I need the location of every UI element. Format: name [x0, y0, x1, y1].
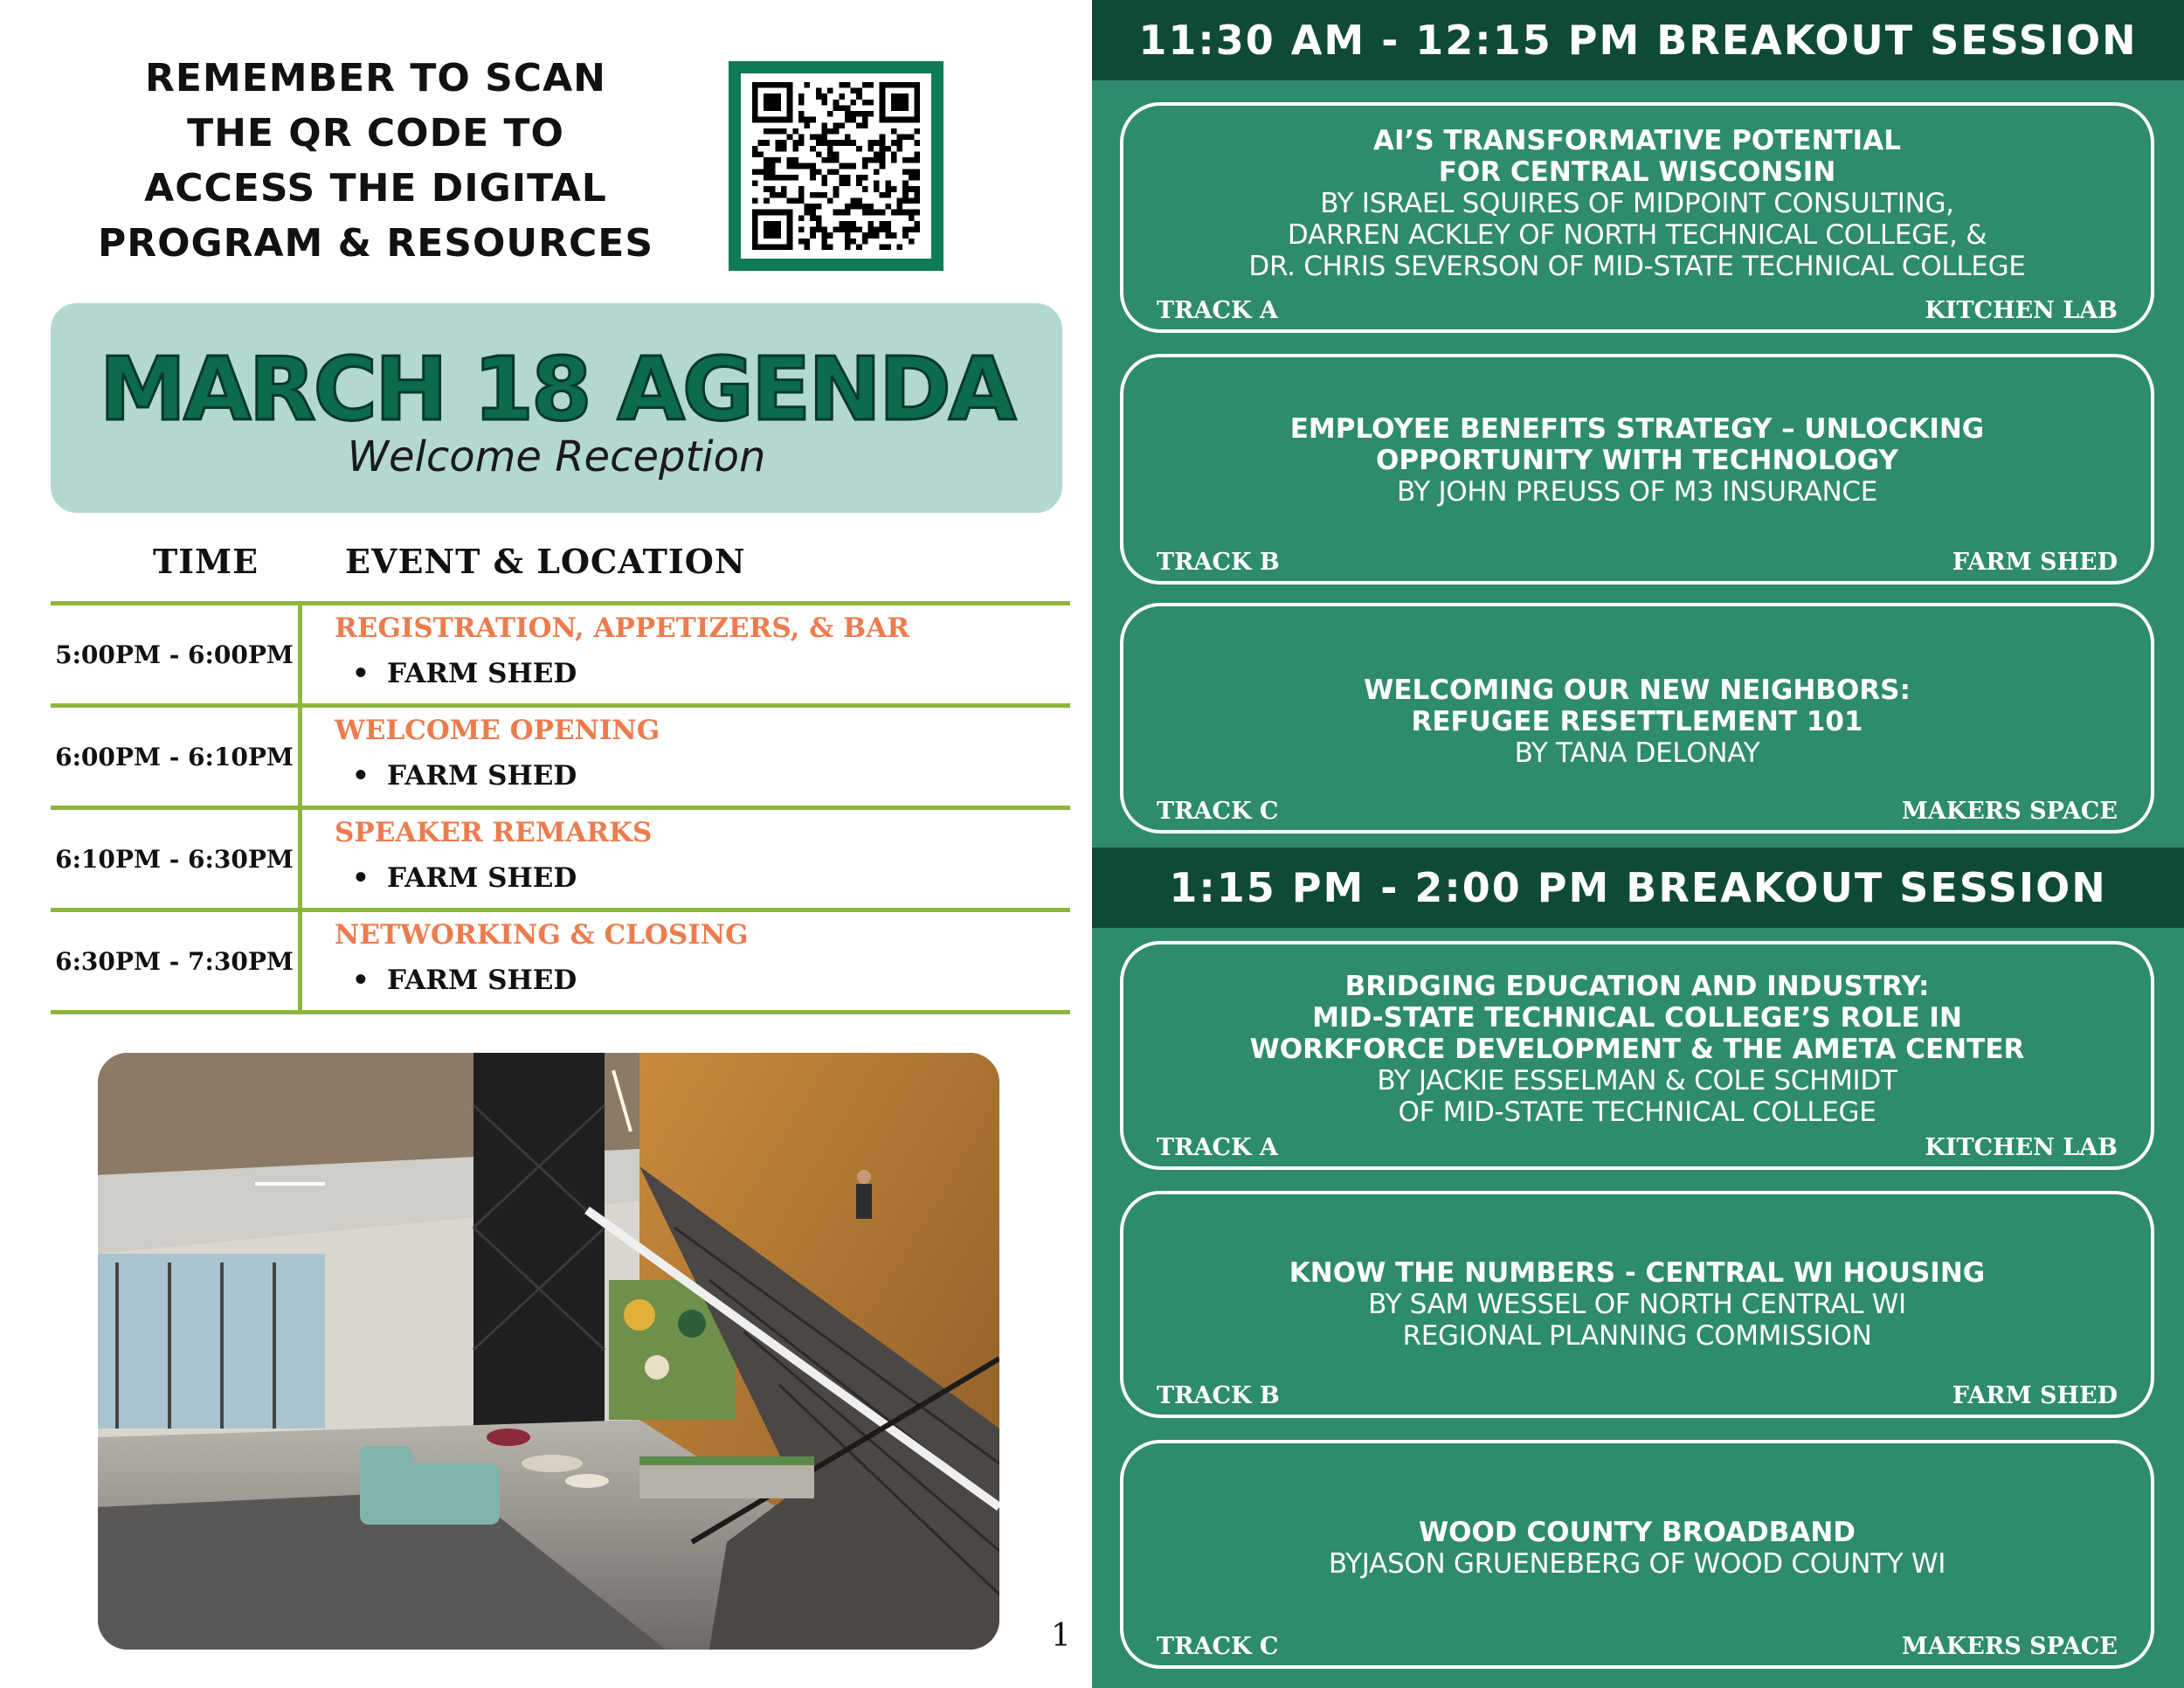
- column-divider: [298, 912, 302, 1010]
- talk-title-line: BRIDGING EDUCATION AND INDUSTRY:: [1344, 971, 1930, 1002]
- session-card: [1120, 603, 2154, 834]
- talk-speaker-line: OF MID-STATE TECHNICAL COLLEGE: [1398, 1097, 1876, 1128]
- table-row: [51, 810, 1070, 908]
- column-divider: [298, 810, 302, 908]
- talk-title-line: WORKFORCE DEVELOPMENT & THE AMETA CENTER: [1249, 1034, 2025, 1065]
- room-label: MAKERS SPACE: [1901, 1633, 2118, 1660]
- card-text: [1123, 125, 2151, 282]
- session-card: [1120, 1191, 2154, 1418]
- talk-speaker-line: BYJASON GRUENEBERG OF WOOD COUNTY WI: [1328, 1548, 1946, 1580]
- talk-title-line: KNOW THE NUMBERS - CENTRAL WI HOUSING: [1289, 1257, 1986, 1289]
- room-label: FARM SHED: [1952, 549, 2118, 576]
- row-location-text: FARM SHED: [387, 760, 577, 792]
- session-card: [1120, 1440, 2154, 1669]
- scan-notice-line: THE QR CODE TO: [187, 111, 564, 156]
- bullet-icon: •: [352, 965, 370, 996]
- talk-title-line: OPPORTUNITY WITH TECHNOLOGY: [1376, 445, 1898, 476]
- bullet-icon: •: [352, 760, 370, 792]
- agenda-title-box: [51, 303, 1062, 513]
- row-location: [352, 760, 577, 792]
- talk-title-line: WOOD COUNTY BROADBAND: [1418, 1517, 1856, 1548]
- column-header-time: TIME: [153, 542, 259, 581]
- row-time: 5:00PM - 6:00PM: [55, 640, 294, 669]
- row-time: 6:00PM - 6:10PM: [55, 742, 294, 771]
- venue-photo: [98, 1053, 999, 1650]
- row-event: NETWORKING & CLOSING: [335, 919, 749, 951]
- qr-finder-center: [891, 93, 909, 111]
- talk-speaker-line: BY SAM WESSEL OF NORTH CENTRAL WI: [1368, 1289, 1906, 1320]
- talk-speaker-line: BY JACKIE ESSELMAN & COLE SCHMIDT: [1377, 1065, 1897, 1097]
- row-location-text: FARM SHED: [387, 658, 577, 689]
- track-label: TRACK C: [1157, 1633, 1279, 1660]
- talk-title-line: FOR CENTRAL WISCONSIN: [1438, 156, 1836, 188]
- track-label: TRACK B: [1157, 549, 1280, 576]
- right-page: [1092, 0, 2184, 1688]
- agenda-table: [51, 601, 1070, 1014]
- session-header: 1:15 PM - 2:00 PM BREAKOUT SESSION: [1092, 847, 2184, 928]
- room-label: FARM SHED: [1952, 1382, 2118, 1409]
- card-text: [1123, 1257, 2151, 1352]
- talk-speaker-line: REGIONAL PLANNING COMMISSION: [1402, 1320, 1872, 1352]
- scan-notice-line: PROGRAM & RESOURCES: [97, 221, 654, 266]
- track-label: TRACK C: [1157, 798, 1279, 825]
- talk-speaker-line: BY ISRAEL SQUIRES OF MIDPOINT CONSULTING,: [1320, 188, 1954, 219]
- row-location-text: FARM SHED: [387, 965, 577, 996]
- session-header: 11:30 AM - 12:15 PM BREAKOUT SESSION: [1092, 0, 2184, 80]
- room-label: KITCHEN LAB: [1925, 1134, 2118, 1161]
- row-location: [352, 862, 577, 894]
- qr-code[interactable]: [729, 61, 943, 271]
- qr-finder-center: [764, 221, 781, 239]
- bullet-icon: •: [352, 658, 370, 689]
- talk-title-line: WELCOMING OUR NEW NEIGHBORS:: [1364, 675, 1911, 706]
- table-divider: [51, 1010, 1070, 1014]
- page-number: 1: [1051, 1618, 1071, 1654]
- session-card: [1120, 354, 2154, 585]
- talk-title-line: REFUGEE RESETTLEMENT 101: [1411, 706, 1863, 737]
- qr-finder-center: [764, 93, 781, 111]
- column-header-event: EVENT & LOCATION: [345, 542, 746, 581]
- row-event: REGISTRATION, APPETIZERS, & BAR: [335, 612, 910, 644]
- track-label: TRACK B: [1157, 1382, 1280, 1409]
- track-label: TRACK A: [1157, 297, 1278, 324]
- talk-title-line: EMPLOYEE BENEFITS STRATEGY – UNLOCKING: [1289, 413, 1985, 445]
- session-card: [1120, 102, 2154, 333]
- talk-title-line: AI’S TRANSFORMATIVE POTENTIAL: [1373, 125, 1901, 156]
- talk-title-line: MID-STATE TECHNICAL COLLEGE’S ROLE IN: [1312, 1002, 1962, 1034]
- row-location: [352, 658, 577, 689]
- row-event: SPEAKER REMARKS: [335, 817, 653, 848]
- table-row: [51, 605, 1070, 703]
- scan-notice-line: ACCESS THE DIGITAL: [144, 166, 607, 211]
- session-card: [1120, 941, 2154, 1170]
- talk-speaker-line: DARREN ACKLEY OF NORTH TECHNICAL COLLEGE, &: [1287, 219, 1987, 251]
- talk-speaker-line: DR. CHRIS SEVERSON OF MID-STATE TECHNICAL COLLEGE: [1248, 251, 2026, 282]
- scan-notice-line: REMEMBER TO SCAN: [145, 56, 606, 100]
- row-event: WELCOME OPENING: [335, 715, 660, 746]
- room-label: KITCHEN LAB: [1925, 297, 2118, 324]
- room-label: MAKERS SPACE: [1901, 798, 2118, 825]
- row-time: 6:30PM - 7:30PM: [55, 946, 294, 976]
- table-row: [51, 708, 1070, 806]
- column-divider: [298, 708, 302, 806]
- bullet-icon: •: [352, 862, 370, 894]
- row-time: 6:10PM - 6:30PM: [55, 844, 294, 874]
- page-subtitle: Welcome Reception: [347, 432, 766, 481]
- talk-speaker-line: BY JOHN PREUSS OF M3 INSURANCE: [1397, 476, 1877, 508]
- table-row: [51, 912, 1070, 1010]
- column-divider: [298, 605, 302, 703]
- page-title: MARCH 18 AGENDA: [99, 338, 1014, 440]
- card-text: [1123, 971, 2151, 1128]
- card-text: [1123, 675, 2151, 769]
- card-text: [1123, 1517, 2151, 1580]
- qr-code-icon: [750, 82, 923, 250]
- talk-speaker-line: BY TANA DELONAY: [1514, 737, 1760, 769]
- venue-photo-illustration: [98, 1053, 999, 1650]
- row-location-text: FARM SHED: [387, 862, 577, 894]
- scan-notice: [87, 51, 664, 271]
- track-label: TRACK A: [1157, 1134, 1278, 1161]
- card-text: [1123, 413, 2151, 508]
- row-location: [352, 965, 577, 996]
